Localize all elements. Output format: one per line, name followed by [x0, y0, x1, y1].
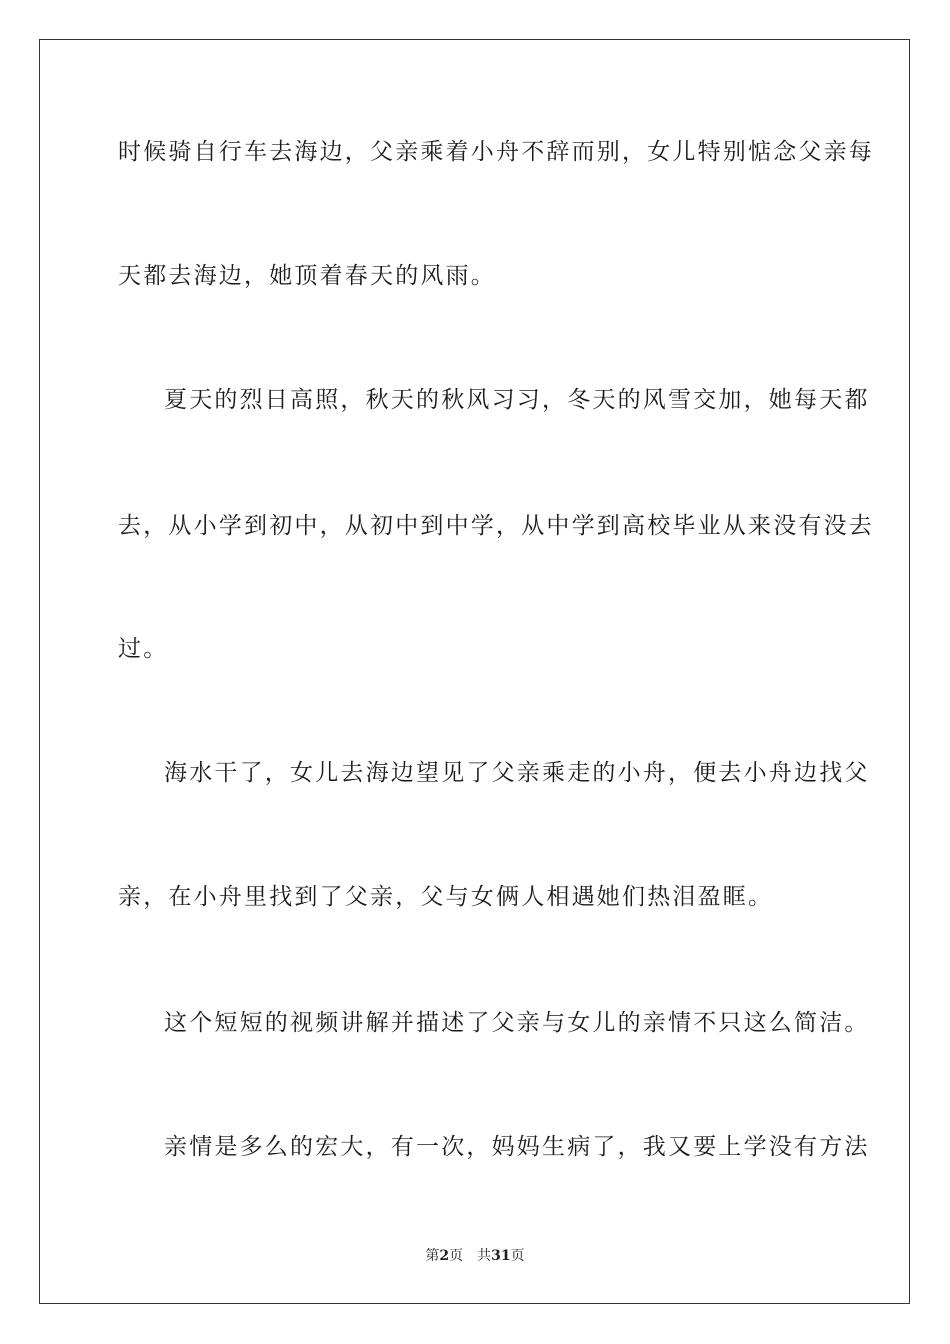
text-line: 去，从小学到初中，从初中到中学，从中学到高校毕业从来没有没去: [118, 513, 874, 539]
paragraph-start-line: 夏天的烈日高照，秋天的秋风习习，冬天的风雪交加，她每天都: [164, 387, 870, 413]
text-line: 亲，在小舟里找到了父亲，父与女俩人相遇她们热泪盈眶。: [118, 884, 774, 910]
total-suffix: 页: [510, 1248, 525, 1264]
total-prefix: 共: [477, 1248, 492, 1264]
page-border: [39, 39, 910, 1304]
text-line: 过。: [118, 636, 169, 662]
paragraph-start-line: 海水干了，女儿去海边望见了父亲乘走的小舟，便去小舟边找父: [164, 760, 870, 786]
paragraph-start-line: 这个短短的视频讲解并描述了父亲与女儿的亲情不只这么简洁。: [164, 1010, 870, 1036]
total-pages: 31: [491, 1248, 511, 1264]
page-number: 2: [439, 1248, 450, 1264]
page-prefix: 第: [425, 1248, 440, 1264]
page-suffix: 页: [449, 1248, 464, 1264]
text-line: 时候骑自行车去海边，父亲乘着小舟不辞而别，女儿特别惦念父亲每: [118, 139, 874, 165]
page-footer: [0, 1246, 950, 1266]
paragraph-start-line: 亲情是多么的宏大，有一次，妈妈生病了，我又要上学没有方法: [164, 1134, 870, 1160]
text-line: 天都去海边，她顶着春天的风雨。: [118, 263, 496, 289]
